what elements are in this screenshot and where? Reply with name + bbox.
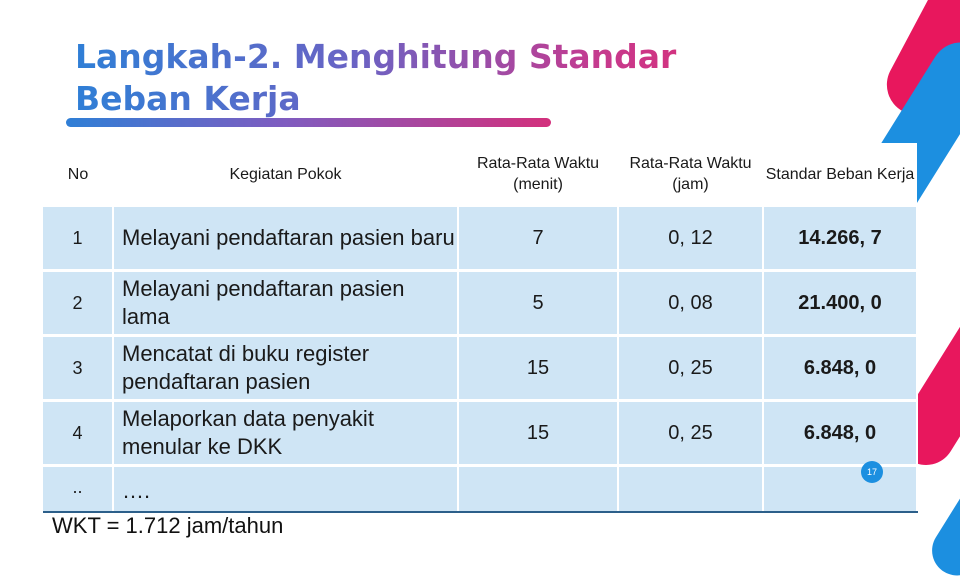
row-workload-standard: 21.400, 0 [763,271,917,336]
row-hours: 0, 25 [618,401,763,466]
title-underline [66,118,551,127]
table-row [43,206,917,271]
row-hours: 0, 12 [618,206,763,271]
row-workload-standard: 14.266, 7 [763,206,917,271]
row-no: 2 [43,271,113,336]
page-number-badge: 17 [861,461,883,483]
table-row [43,271,917,336]
row-activity: Mencatat di buku register pendaftaran pasien [113,336,458,401]
row-minutes: 7 [458,206,618,271]
row-activity: Melaporkan data penyakit menular ke DKK [113,401,458,466]
row-minutes [458,466,618,513]
row-minutes: 15 [458,336,618,401]
row-activity: Melayani pendaftaran pasien lama [113,271,458,336]
header-activity: Kegiatan Pokok [113,143,458,206]
table-row [43,466,917,513]
workload-table [43,143,918,513]
row-hours: 0, 08 [618,271,763,336]
row-no: 3 [43,336,113,401]
row-workload-standard: 6.848, 0 [763,336,917,401]
slide-title: Langkah-2. Menghitung Standar Beban Kerja [75,36,775,120]
row-no: .. [43,466,113,513]
row-minutes: 5 [458,271,618,336]
table-row [43,401,917,466]
row-minutes: 15 [458,401,618,466]
row-activity: Melayani pendaftaran pasien baru [113,206,458,271]
wkt-note: WKT = 1.712 jam/tahun [52,513,284,538]
decorative-blue-bar-bottom [923,465,960,585]
header-hours: Rata-Rata Waktu (jam) [618,143,763,206]
table-header-row [43,143,917,206]
header-no: No [43,143,113,206]
table-row [43,336,917,401]
row-workload-standard [763,466,917,513]
header-workload-standard: Standar Beban Kerja [763,143,917,206]
row-activity: …. [113,466,458,513]
row-hours: 0, 25 [618,336,763,401]
row-no: 4 [43,401,113,466]
row-no: 1 [43,206,113,271]
row-workload-standard: 6.848, 0 [763,401,917,466]
row-hours [618,466,763,513]
header-minutes: Rata-Rata Waktu (menit) [458,143,618,206]
